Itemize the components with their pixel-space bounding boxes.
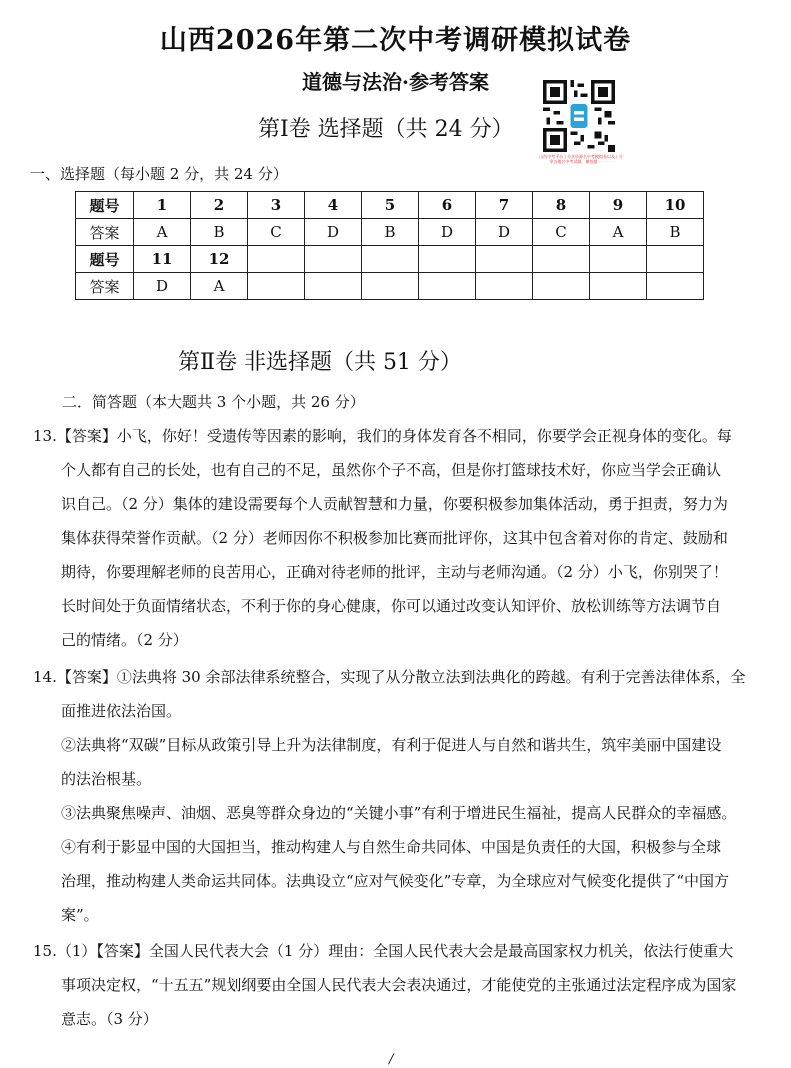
question-number-cell [533,246,590,273]
row-label: 答案 [76,219,134,246]
question-number-cell: 11 [134,246,191,273]
question-number-cell: 5 [362,192,419,219]
answer-table [75,191,704,300]
page-subtitle: 道德与法治·参考答案 [302,70,489,94]
q14-line: 的法治根基。 [61,770,152,788]
question-number-cell: 4 [305,192,362,219]
answer-cell: D [419,219,476,246]
answer-cell: D [134,273,191,300]
question-13 [33,419,753,657]
q15-line: 事项决定权，“十五五”规划纲要由全国人民代表大会表决通过，才能使党的主张通过法定程序成为国家 [61,976,737,994]
answer-cell: D [305,219,362,246]
question-number-cell [248,246,305,273]
q14-line: ③法典聚焦噪声、油烟、恶臭等群众身边的“关键小事”有利于增进民生福祉，提高人民群众的幸福感。 [61,804,737,822]
answer-cell: C [533,219,590,246]
q13-line: 长时间处于负面情绪状态，不利于你的身心健康，你可以通过改变认知评价、放松训练等方法调节自 [61,597,722,615]
q13-line: 集体获得荣誉作贡献。（2 分）老师因你不积极参加比赛而批评你，这其中包含着对你的肯定、鼓励和 [61,529,728,547]
q14-line: ②法典将“双碳”目标从政策引导上升为法律制度，有利于促进人与自然和谐共生，筑牢美丽中国建设 [61,736,722,754]
question-number-cell: 9 [590,192,647,219]
q13-line: 识自己。（2 分）集体的建设需要每个人贡献智慧和力量，你要积极参加集体活动，勇于担责，努力为 [61,495,728,513]
table-row [76,273,704,300]
answer-cell: A [590,219,647,246]
answer-cell [476,273,533,300]
question-number-cell [305,246,362,273]
answer-cell: D [476,219,533,246]
answer-cell: C [248,219,305,246]
q14-line: 14.【答案】①法典将 30 余部法律系统整合，实现了从分散立法到法典化的跨越。有利于完善法律体系，全 [33,668,746,686]
question-14 [33,660,753,932]
table-row [76,246,704,273]
answer-cell: A [191,273,248,300]
row-label: 答案 [76,273,134,300]
answer-cell: B [362,219,419,246]
answer-cell [590,273,647,300]
part1-heading: 第Ⅰ卷 选择题（共 24 分） [258,117,514,142]
page-number: / [389,1052,394,1067]
answer-cell [362,273,419,300]
answer-cell [533,273,590,300]
answer-cell [647,273,704,300]
question-number-cell [590,246,647,273]
q13-line: 期待，你要理解老师的良苦用心，正确对待老师的批评，主动与老师沟通。（2 分）小飞，你别哭了！ [61,563,728,581]
question-number-cell: 2 [191,192,248,219]
question-number-cell [362,246,419,273]
answer-cell: B [647,219,704,246]
q14-line: ④有利于影显中国的大国担当，推动构建人与自然生命共同体、中国是负责任的大国，积极参与全球 [61,838,722,856]
q13-line: 个人都有自己的长处，也有自己的不足，虽然你个子不高，但是你打篮球技术好，你应当学会正确认 [61,461,722,479]
answer-cell [305,273,362,300]
question-number-cell: 3 [248,192,305,219]
question-number-cell [476,246,533,273]
q14-line: 面推进依法治国。 [61,702,182,720]
qr-code-icon [543,80,615,152]
row-label: 题号 [76,246,134,273]
q14-line: 治理，推动构建人类命运共同体。法典设立“应对气候变化”专章，为全球应对气候变化提供了“中国方 [61,872,730,890]
q15-line: 15.（1）【答案】全国人民代表大会（1 分）理由：全国人民代表大会是最高国家权力机关，依法行使重大 [33,942,734,960]
answer-cell: B [191,219,248,246]
question-number-cell: 8 [533,192,590,219]
question-number-cell: 10 [647,192,704,219]
question-number-cell: 6 [419,192,476,219]
qr-caption: 山西中考平台 | 分享资源名中考模拟卷以及 | 分享各地名中考试题、模拟题 · · · · · · [539,154,623,164]
table-row [76,219,704,246]
question-number-cell: 1 [134,192,191,219]
part2-heading: 第Ⅱ卷 非选择题（共 51 分） [178,350,462,375]
question-number-cell: 7 [476,192,533,219]
question-number-cell [419,246,476,273]
answer-cell [248,273,305,300]
q13-line: 13.【答案】小飞，你好！受遗传等因素的影响，我们的身体发育各不相同，你要学会正视身体的变化。每 [33,427,732,445]
question-number-cell: 12 [191,246,248,273]
page-title: 山西2026年第二次中考调研模拟试卷 [159,25,632,56]
q13-line: 己的情绪。（2 分） [61,631,188,649]
table-row [76,192,704,219]
section2-heading: 二．简答题（本大题共 3 个小题，共 26 分） [62,393,365,411]
answer-cell [419,273,476,300]
section1-heading: 一、选择题（每小题 2 分，共 24 分） [30,165,288,183]
answer-cell: A [134,219,191,246]
q14-line: 案”。 [61,906,99,924]
question-number-cell [647,246,704,273]
q15-line: 意志。（3 分） [61,1010,158,1028]
question-15 [33,934,753,1036]
row-label: 题号 [76,192,134,219]
